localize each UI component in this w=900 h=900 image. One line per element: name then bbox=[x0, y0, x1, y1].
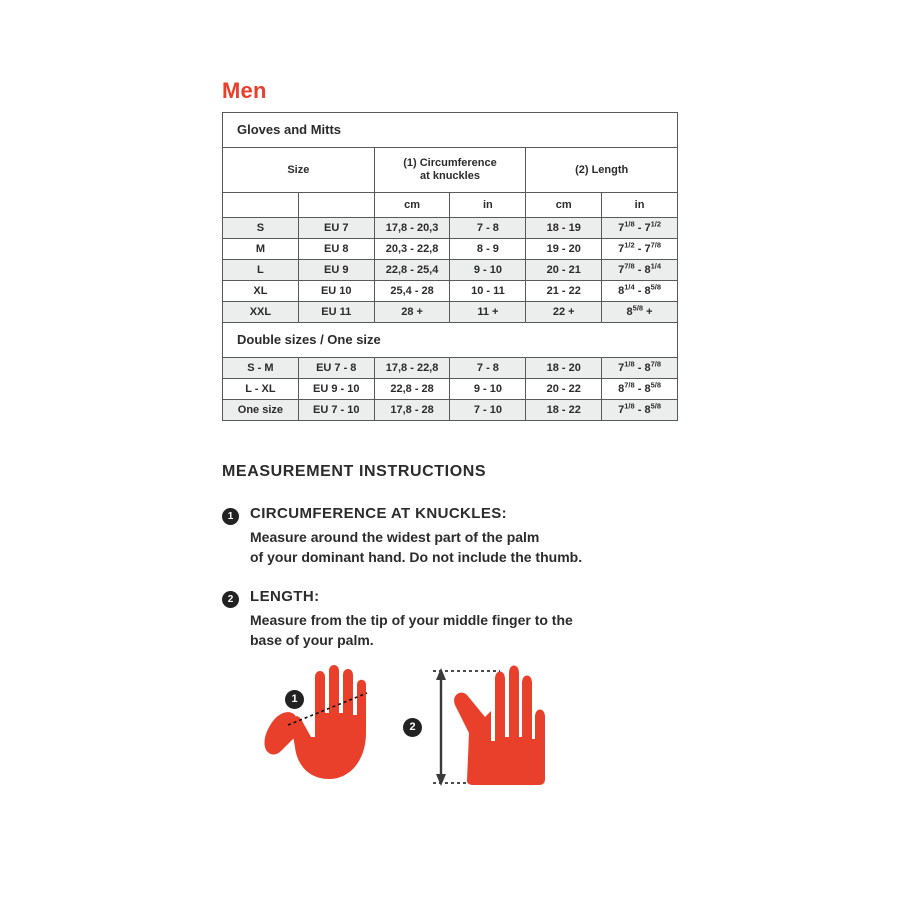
table-row bbox=[223, 239, 678, 260]
instruction-1-body-line2: of your dominant hand. Do not include the thumb. bbox=[250, 549, 583, 566]
table-group-header-row bbox=[223, 148, 678, 193]
cell-size: S bbox=[223, 218, 299, 239]
hand-measurement-illustration bbox=[255, 655, 585, 805]
cell-len-in: $7^{1/8} - 7^{1/2}$ bbox=[602, 218, 678, 239]
cell-size: S - M bbox=[223, 358, 299, 379]
instruction-2-body bbox=[250, 610, 692, 651]
table-row bbox=[223, 218, 678, 239]
size-table-body bbox=[223, 113, 678, 421]
cell-eu: EU 10 bbox=[298, 281, 374, 302]
cell-circ-cm: 17,8 - 20,3 bbox=[374, 218, 450, 239]
instructions-heading: MEASUREMENT INSTRUCTIONS bbox=[222, 463, 487, 480]
cell-circ-cm: 25,4 - 28 bbox=[374, 281, 450, 302]
cell-circ-in: 9 - 10 bbox=[450, 379, 526, 400]
subheader-blank-2 bbox=[298, 193, 374, 218]
instruction-item-2 bbox=[222, 588, 692, 651]
instruction-1-body-line1: Measure around the widest part of the palm bbox=[250, 529, 540, 545]
cell-len-in: $8^{7/8} - 8^{5/8}$ bbox=[602, 379, 678, 400]
cell-circ-cm: 17,8 - 22,8 bbox=[374, 358, 450, 379]
cell-eu: EU 8 bbox=[298, 239, 374, 260]
cell-circ-in: 10 - 11 bbox=[450, 281, 526, 302]
cell-circ-in: 7 - 10 bbox=[450, 400, 526, 421]
table-row bbox=[223, 379, 678, 400]
cell-circ-cm: 20,3 - 22,8 bbox=[374, 239, 450, 260]
header-circumference bbox=[374, 148, 526, 193]
cell-size: XXL bbox=[223, 302, 299, 323]
table-row bbox=[223, 358, 678, 379]
subheader-len-in: in bbox=[602, 193, 678, 218]
illustration-badge-2: 2 bbox=[403, 718, 422, 737]
instruction-2-body-line1: Measure from the tip of your middle finger to the bbox=[250, 612, 573, 628]
cell-len-cm: 18 - 19 bbox=[526, 218, 602, 239]
cell-circ-in: 7 - 8 bbox=[450, 218, 526, 239]
cell-len-cm: 22 + bbox=[526, 302, 602, 323]
cell-len-in: $7^{1/8} - 8^{5/8}$ bbox=[602, 400, 678, 421]
table-row bbox=[223, 302, 678, 323]
table-row bbox=[223, 400, 678, 421]
cell-size: XL bbox=[223, 281, 299, 302]
cell-len-in: $7^{7/8} - 8^{1/4}$ bbox=[602, 260, 678, 281]
cell-size: L bbox=[223, 260, 299, 281]
cell-eu: EU 9 - 10 bbox=[298, 379, 374, 400]
table-row bbox=[223, 260, 678, 281]
cell-len-cm: 21 - 22 bbox=[526, 281, 602, 302]
cell-circ-cm: 28 + bbox=[374, 302, 450, 323]
header-circumference-line2: at knuckles bbox=[420, 170, 480, 182]
cell-circ-in: 7 - 8 bbox=[450, 358, 526, 379]
instruction-1-badge: 1 bbox=[222, 508, 239, 525]
cell-len-cm: 19 - 20 bbox=[526, 239, 602, 260]
cell-eu: EU 7 - 10 bbox=[298, 400, 374, 421]
cell-len-cm: 18 - 22 bbox=[526, 400, 602, 421]
cell-len-in: $8^{1/4} - 8^{5/8}$ bbox=[602, 281, 678, 302]
cell-size: M bbox=[223, 239, 299, 260]
subheader-circ-in: in bbox=[450, 193, 526, 218]
cell-circ-in: 8 - 9 bbox=[450, 239, 526, 260]
right-hand-icon bbox=[454, 666, 545, 786]
instruction-1-body bbox=[250, 527, 692, 568]
cell-circ-cm: 22,8 - 28 bbox=[374, 379, 450, 400]
page-title: Men bbox=[222, 78, 267, 103]
instruction-2-body-line2: base of your palm. bbox=[250, 632, 374, 649]
cell-size: L - XL bbox=[223, 379, 299, 400]
header-circumference-line1: (1) Circumference bbox=[403, 157, 497, 170]
header-size: Size bbox=[223, 148, 375, 193]
cell-eu: EU 7 bbox=[298, 218, 374, 239]
cell-circ-in: 11 + bbox=[450, 302, 526, 323]
cell-circ-in: 9 - 10 bbox=[450, 260, 526, 281]
cell-eu: EU 9 bbox=[298, 260, 374, 281]
subheader-len-cm: cm bbox=[526, 193, 602, 218]
subheader-circ-cm: cm bbox=[374, 193, 450, 218]
cell-size: One size bbox=[223, 400, 299, 421]
size-table-container bbox=[222, 112, 678, 421]
cell-len-in: $7^{1/2} - 7^{7/8}$ bbox=[602, 239, 678, 260]
cell-circ-cm: 17,8 - 28 bbox=[374, 400, 450, 421]
cell-len-in: $7^{1/8} - 8^{7/8}$ bbox=[602, 358, 678, 379]
cell-circ-cm: 22,8 - 25,4 bbox=[374, 260, 450, 281]
cell-len-cm: 20 - 22 bbox=[526, 379, 602, 400]
table-sub-header-row bbox=[223, 193, 678, 218]
table-section-header-row bbox=[223, 113, 678, 148]
left-hand-icon bbox=[264, 665, 367, 779]
instruction-1-title: CIRCUMFERENCE AT KNUCKLES: bbox=[250, 505, 508, 522]
cell-eu: EU 7 - 8 bbox=[298, 358, 374, 379]
section-title-double-sizes: Double sizes / One size bbox=[223, 323, 678, 358]
illustration-badge-1: 1 bbox=[285, 690, 304, 709]
instruction-item-1 bbox=[222, 505, 692, 568]
size-table bbox=[222, 112, 678, 421]
instruction-2-title: LENGTH: bbox=[250, 588, 320, 605]
instruction-2-badge: 2 bbox=[222, 591, 239, 608]
section-title-gloves-and-mitts: Gloves and Mitts bbox=[223, 113, 678, 148]
subheader-blank-1 bbox=[223, 193, 299, 218]
cell-eu: EU 11 bbox=[298, 302, 374, 323]
header-length: (2) Length bbox=[526, 148, 678, 193]
cell-len-cm: 18 - 20 bbox=[526, 358, 602, 379]
cell-len-cm: 20 - 21 bbox=[526, 260, 602, 281]
cell-len-in: $8^{5/8}$ + bbox=[602, 302, 678, 323]
table-row bbox=[223, 281, 678, 302]
table-double-sizes-header-row bbox=[223, 323, 678, 358]
